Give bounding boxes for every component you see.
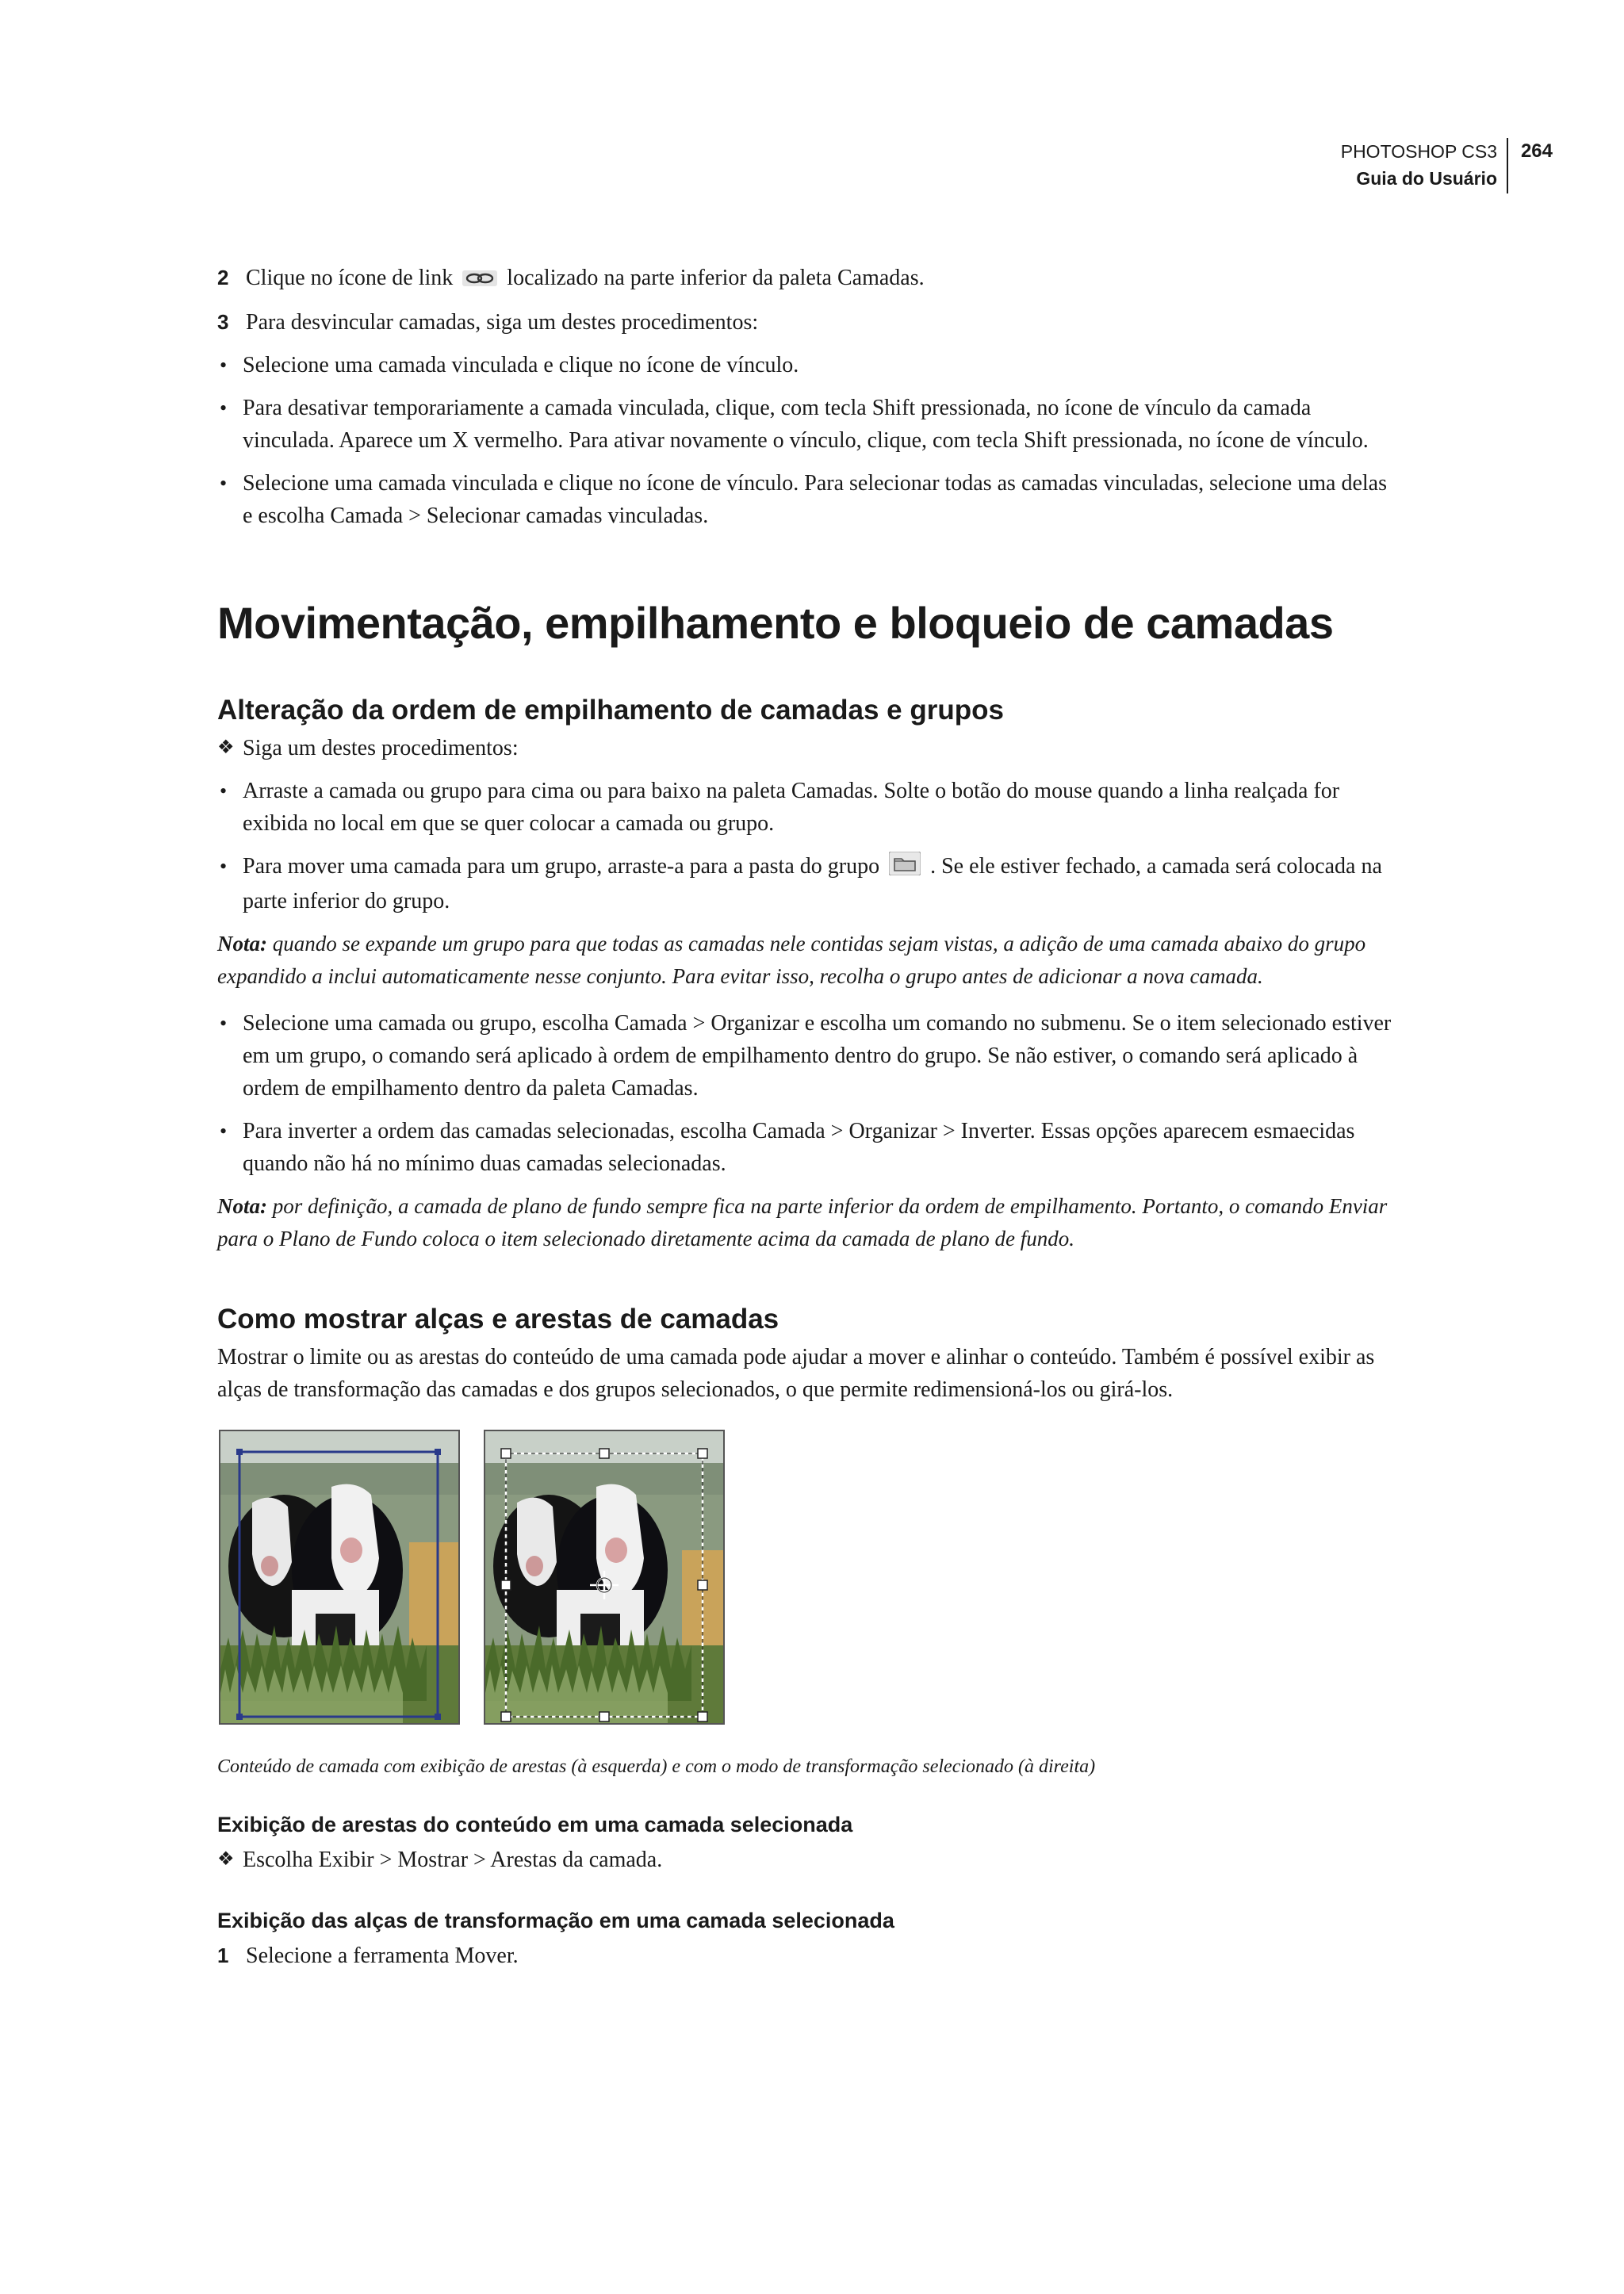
procedure-intro-text: Siga um destes procedimentos: <box>243 736 519 761</box>
note <box>217 1190 1399 1255</box>
bullet-icon: • <box>220 396 228 420</box>
diamond-bullet-icon: ❖ <box>217 737 235 759</box>
step-2-text-before: Clique no ícone de link <box>246 266 454 290</box>
step-number: 2 <box>217 266 229 289</box>
folder-icon <box>889 852 921 885</box>
list-item <box>217 850 1399 917</box>
step-number: 1 <box>217 1943 229 1967</box>
note <box>217 928 1399 993</box>
procedure-text: Escolha Exibir > Mostrar > Arestas da camada. <box>243 1847 663 1872</box>
header-divider <box>1507 138 1508 193</box>
figure-image-layer-edges <box>219 1430 460 1725</box>
list-item-text-before: Para mover uma camada para um grupo, arraste-a para a pasta do grupo <box>243 854 880 879</box>
step-2-text-after: localizado na parte inferior da paleta Camadas. <box>507 266 925 290</box>
list-item-text: Para inverter a ordem das camadas selecionadas, escolha Camada > Organizar > Inverter. Essas opções aparecem esmaecidas quando não há no mínimo duas camadas selecionadas. <box>243 1118 1355 1176</box>
step-2 <box>217 262 1399 296</box>
bullet-icon: • <box>220 855 228 879</box>
list-item <box>217 775 1399 840</box>
minor-heading-show-edges: Exibição de arestas do conteúdo em uma camada selecionada <box>217 1812 853 1836</box>
diamond-bullet-icon: ❖ <box>217 1848 235 1870</box>
section-title: Movimentação, empilhamento e bloqueio de camadas <box>217 598 1334 649</box>
list-item-text: Selecione uma camada ou grupo, escolha Camada > Organizar e escolha um comando no submenu. Se o item selecionado estiver em um grupo, o comando será aplicado à ordem de empilhamento dentro do grupo. Se não estiver, o comando será aplicado à ordem de empilhamento dentro da paleta Camadas. <box>243 1010 1392 1101</box>
list-item <box>217 1115 1399 1180</box>
minor-heading-transform-handles: Exibição das alças de transformação em uma camada selecionada <box>217 1908 894 1932</box>
note-text: quando se expande um grupo para que todas as camadas nele contidas sejam vistas, a adição de uma camada abaixo do grupo expandido a inclui automaticamente nesse conjunto. Para evitar isso, recolha o grupo antes de adicionar a nova camada. <box>217 931 1366 988</box>
bullet-icon: • <box>220 779 228 803</box>
bullet-icon: • <box>220 1011 228 1035</box>
link-icon <box>462 263 497 296</box>
list-item <box>217 392 1399 457</box>
step-1-text: Selecione a ferramenta Mover. <box>246 1943 519 1968</box>
header-guide: Guia do Usuário <box>1356 168 1497 189</box>
procedure-intro <box>217 732 1399 764</box>
step-3 <box>217 306 1399 339</box>
list-item-text-after: . Se ele estiver fechado, a camada será colocada na parte inferior do grupo. <box>243 854 1382 913</box>
header-product: PHOTOSHOP CS3 <box>1340 141 1497 162</box>
step-1 <box>217 1940 1399 1972</box>
page-number: 264 <box>1520 140 1553 162</box>
procedure-show-edges <box>217 1844 1399 1876</box>
bullet-icon: • <box>220 472 228 496</box>
figure-caption: Conteúdo de camada com exibição de arestas (à esquerda) e com o modo de transformação selecionado (à direita) <box>217 1756 1096 1777</box>
note-text: por definição, a camada de plano de fundo sempre fica na parte inferior da ordem de empilhamento. Portanto, o comando Enviar para o Plano de Fundo coloca o item selecionado diretamente acima da camada de plano de fundo. <box>217 1193 1388 1250</box>
list-item <box>217 1007 1399 1105</box>
bullet-icon: • <box>220 1119 228 1143</box>
running-header <box>1077 138 1553 193</box>
list-item-text: Arraste a camada ou grupo para cima ou para baixo na paleta Camadas. Solte o botão do mouse quando a linha realçada for exibida no local em que se quer colocar a camada ou grupo. <box>243 779 1340 837</box>
note-label: Nota: <box>217 931 267 956</box>
subsection-heading-edges: Como mostrar alças e arestas de camadas <box>217 1303 779 1335</box>
bullet-icon: • <box>220 354 228 377</box>
step-number: 3 <box>217 310 229 335</box>
step-3-text: Para desvincular camadas, siga um destes procedimentos: <box>246 310 759 335</box>
list-item <box>217 467 1399 532</box>
list-item-text: Selecione uma camada vinculada e clique no ícone de vínculo. <box>243 353 799 378</box>
main-content <box>217 262 1399 1982</box>
note-label: Nota: <box>217 1193 267 1218</box>
edges-body: Mostrar o limite ou as arestas do conteúdo de uma camada pode ajudar a mover e alinhar o conteúdo. Também é possível exibir as alças de transformação das camadas e dos grupos selecionados, o que permite redimensioná-los ou girá-los. <box>217 1344 1375 1402</box>
list-item-text: Selecione uma camada vinculada e clique no ícone de vínculo. Para selecionar todas as camadas vinculadas, selecione uma delas e escolha Camada > Selecionar camadas vinculadas. <box>243 471 1387 529</box>
figure <box>217 1430 1010 1739</box>
list-item-text: Para desativar temporariamente a camada vinculada, clique, com tecla Shift pressionada, no ícone de vínculo da camada vinculada. Aparece um X vermelho. Para ativar novamente o vínculo, clique, com tecla Shift pressionada, no ícone de vínculo. <box>243 396 1369 454</box>
list-item <box>217 349 1399 381</box>
header-titles <box>1341 138 1497 192</box>
figure-image-transform-mode <box>484 1430 725 1725</box>
subsection-heading-stacking: Alteração da ordem de empilhamento de camadas e grupos <box>217 695 1004 726</box>
